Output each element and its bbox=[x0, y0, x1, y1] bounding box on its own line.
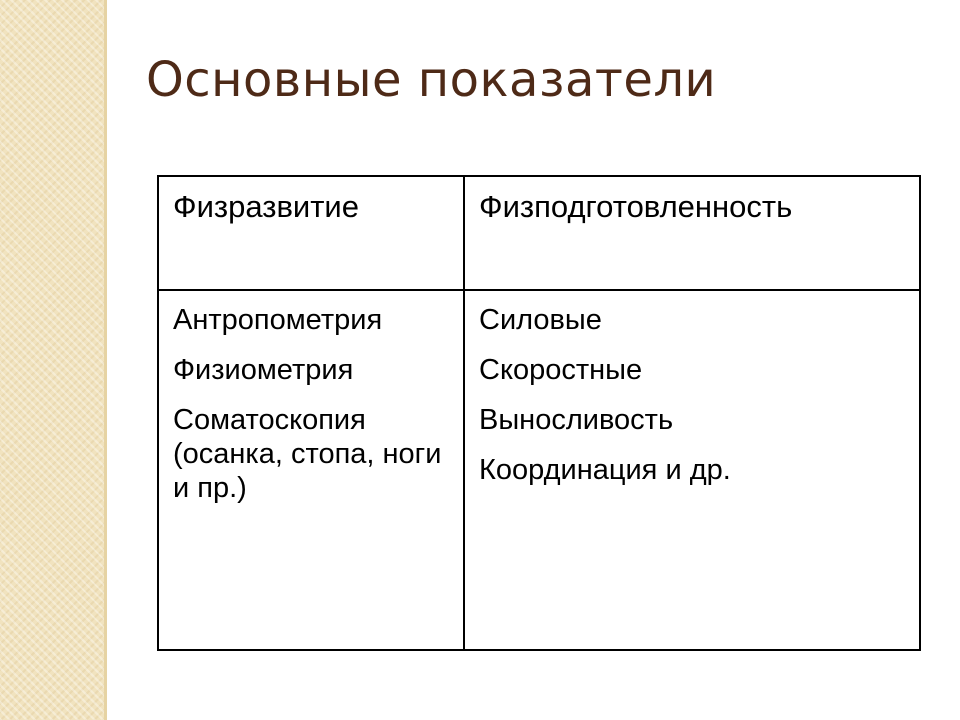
list-item-strength: Силовые bbox=[479, 304, 602, 336]
list-item-speed: Скоростные bbox=[479, 354, 643, 386]
header-physical-fitness: Физподготовленность bbox=[464, 176, 920, 290]
indicators-table bbox=[157, 175, 921, 651]
header-physical-development: Физразвитие bbox=[158, 176, 464, 290]
physical-development-cell bbox=[158, 290, 464, 650]
list-item-coordination: Координация и др. bbox=[479, 454, 731, 486]
physical-development-list bbox=[173, 303, 453, 505]
physical-fitness-cell bbox=[464, 290, 920, 650]
list-item-anthropometry: Антропометрия bbox=[173, 304, 383, 336]
indicators-table-wrapper bbox=[157, 175, 921, 651]
list-item-somatoscopy: Соматоскопия (осанка, стопа, ноги и пр.) bbox=[173, 404, 442, 504]
physical-fitness-list bbox=[479, 303, 909, 487]
list-item-physiometry: Физиометрия bbox=[173, 354, 354, 386]
decorative-side-strip bbox=[0, 0, 104, 720]
slide-title: Основные показатели bbox=[146, 52, 717, 108]
side-strip-edge bbox=[104, 0, 107, 720]
table-row bbox=[158, 290, 920, 650]
table-header-row bbox=[158, 176, 920, 290]
list-item-endurance: Выносливость bbox=[479, 404, 674, 436]
